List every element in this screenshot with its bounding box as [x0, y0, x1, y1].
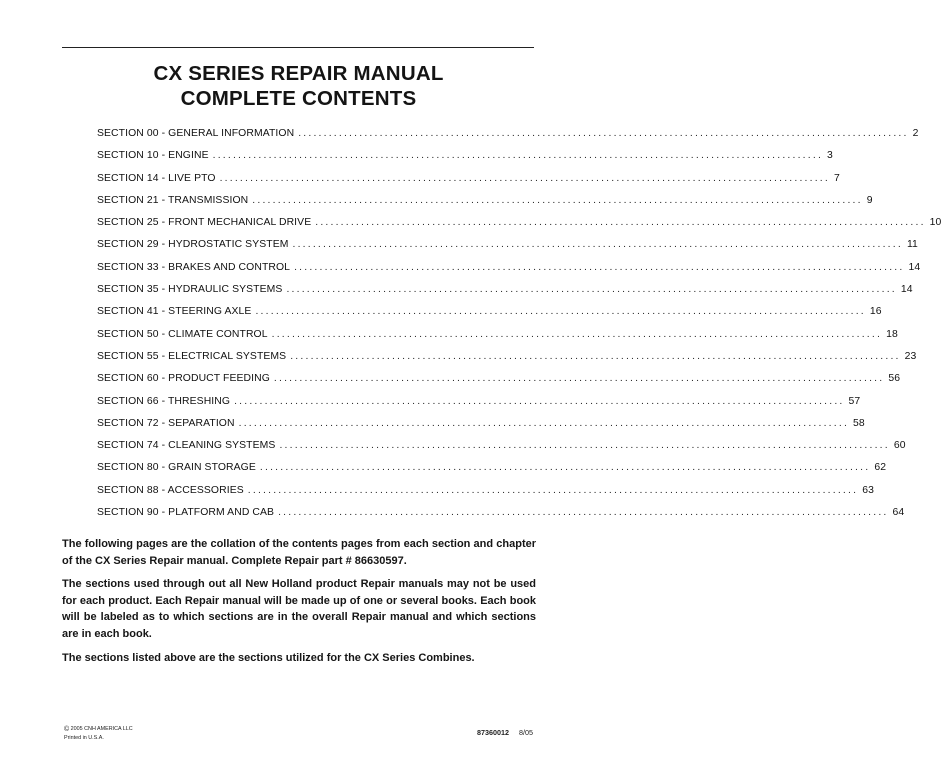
toc-dot-leader: ........................................................................................................................: [234, 395, 845, 407]
toc-dot-leader: ........................................................................................................................: [278, 507, 889, 519]
toc-dot-leader: ........................................................................................................................: [212, 150, 824, 162]
toc-entry[interactable]: [97, 172, 840, 195]
toc-entry-page: 62: [874, 462, 887, 474]
toc-entry-label: SECTION 00 - GENERAL INFORMATION: [97, 128, 295, 139]
toc-entry-label: SECTION 14 - LIVE PTO: [97, 172, 216, 184]
toc-entry[interactable]: [97, 239, 918, 261]
top-rule: [62, 47, 534, 48]
toc-entry-label: SECTION 25 - FRONT MECHANICAL DRIVE: [97, 217, 312, 229]
toc-entry-page: 11: [906, 239, 918, 251]
paragraph-sections-listed: The sections listed above are the sections utilized for the CX Series Combines.: [62, 651, 475, 664]
copyright-symbol: ©: [64, 726, 70, 733]
toc-entry-label: SECTION 50 - CLIMATE CONTROL: [97, 328, 268, 340]
toc-entry-label: SECTION 41 - STEERING AXLE: [97, 306, 252, 318]
toc-entry[interactable]: [97, 462, 887, 484]
toc-entry[interactable]: [97, 417, 865, 440]
toc-dot-leader: ........................................................................................................................: [290, 350, 901, 362]
toc-entry-label: SECTION 21 - TRANSMISSION: [97, 194, 249, 206]
part-number: 87360012: [477, 728, 509, 737]
toc-entry[interactable]: [97, 395, 861, 418]
toc-entry-label: SECTION 35 - HYDRAULIC SYSTEMS: [97, 284, 283, 296]
toc-entry-label: SECTION 74 - CLEANING SYSTEMS: [97, 440, 276, 452]
toc-entry-page: 64: [892, 507, 905, 519]
toc-entry-page: 14: [908, 261, 921, 273]
toc-entry-label: SECTION 29 - HYDROSTATIC SYSTEM: [97, 239, 289, 251]
toc-entry-label: SECTION 33 - BRAKES AND CONTROL: [97, 261, 291, 273]
toc-entry-page: 63: [862, 484, 874, 496]
toc-entry[interactable]: [97, 194, 873, 217]
toc-dot-leader: ........................................................................................................................: [279, 440, 890, 452]
printed-in-text: Printed in U.S.A.: [64, 735, 104, 741]
toc-dot-leader: ........................................................................................................................: [252, 194, 863, 206]
copyright-text: 2005 CNH AMERICA LLC: [70, 726, 133, 732]
toc-entry-label: SECTION 88 - ACCESSORIES: [97, 484, 244, 496]
toc-entry[interactable]: [97, 440, 906, 462]
toc-entry[interactable]: [97, 261, 921, 284]
toc-dot-leader: ........................................................................................................................: [292, 239, 903, 251]
toc-entry[interactable]: [97, 350, 917, 373]
toc-dot-leader: ........................................................................................................................: [271, 328, 883, 340]
toc-entry[interactable]: [97, 284, 913, 306]
toc-entry-page: 60: [893, 440, 906, 452]
toc-entry-page: 14: [900, 284, 913, 296]
toc-entry[interactable]: [97, 150, 833, 172]
toc-entry-page: 9: [866, 194, 873, 206]
toc-dot-leader: ........................................................................................................................: [247, 484, 859, 496]
toc-dot-leader: ........................................................................................................................: [259, 462, 871, 474]
paragraph-sections-usage: The sections used through out all New Holland product Repair manuals may not be used for each product. Each Repair manual will be made up of one or several books. Each book will be labeled as to which sections are in the overall Repair manual and which sections are in each book.: [62, 578, 536, 640]
toc-dot-leader: ........................................................................................................................: [238, 417, 850, 429]
toc-dot-leader: ........................................................................................................................: [315, 217, 926, 229]
toc-dot-leader: ........................................................................................................................: [298, 128, 909, 139]
toc-entry[interactable]: [97, 507, 905, 529]
footer-part-block: [477, 728, 533, 737]
toc-entry[interactable]: [97, 306, 882, 328]
toc-entry[interactable]: [97, 217, 942, 239]
intro-paragraphs: [62, 536, 536, 673]
print-date: 8/05: [519, 728, 533, 737]
toc-entry[interactable]: [97, 373, 901, 395]
toc-entry[interactable]: [97, 128, 919, 150]
toc-entry-page: 58: [853, 417, 865, 429]
page-title-line2: COMPLETE CONTENTS: [180, 87, 417, 110]
table-of-contents: [97, 128, 942, 529]
toc-entry-page: 3: [827, 150, 833, 162]
toc-entry-page: 57: [848, 395, 861, 407]
toc-entry-page: 2: [912, 128, 919, 139]
toc-entry-label: SECTION 72 - SEPARATION: [97, 417, 235, 429]
toc-entry-label: SECTION 60 - PRODUCT FEEDING: [97, 373, 270, 385]
toc-entry-page: 7: [834, 172, 840, 184]
toc-entry-label: SECTION 90 - PLATFORM AND CAB: [97, 507, 275, 519]
footer-copyright-block: [64, 725, 133, 742]
toc-entry[interactable]: [97, 484, 874, 507]
toc-entry-label: SECTION 66 - THRESHING: [97, 395, 231, 407]
toc-entry[interactable]: [97, 328, 898, 351]
toc-dot-leader: ........................................................................................................................: [219, 172, 830, 184]
toc-entry-label: SECTION 80 - GRAIN STORAGE: [97, 462, 256, 474]
toc-entry-page: 18: [886, 328, 898, 340]
toc-entry-page: 56: [888, 373, 901, 385]
paragraph-collation: The following pages are the collation of the contents pages from each section and chapter of the CX Series Repair manual. Complete Repair part # 86630597.: [62, 538, 536, 567]
toc-entry-label: SECTION 55 - ELECTRICAL SYSTEMS: [97, 350, 287, 362]
toc-entry-page: 16: [869, 306, 882, 318]
toc-dot-leader: ........................................................................................................................: [273, 373, 885, 385]
toc-entry-page: 10: [929, 217, 942, 229]
page-title-line1: CX SERIES REPAIR MANUAL: [153, 62, 444, 85]
toc-dot-leader: ........................................................................................................................: [255, 306, 866, 318]
toc-entry-page: 23: [904, 350, 917, 362]
toc-dot-leader: ........................................................................................................................: [294, 261, 905, 273]
toc-entry-label: SECTION 10 - ENGINE: [97, 150, 209, 162]
toc-dot-leader: ........................................................................................................................: [286, 284, 897, 296]
